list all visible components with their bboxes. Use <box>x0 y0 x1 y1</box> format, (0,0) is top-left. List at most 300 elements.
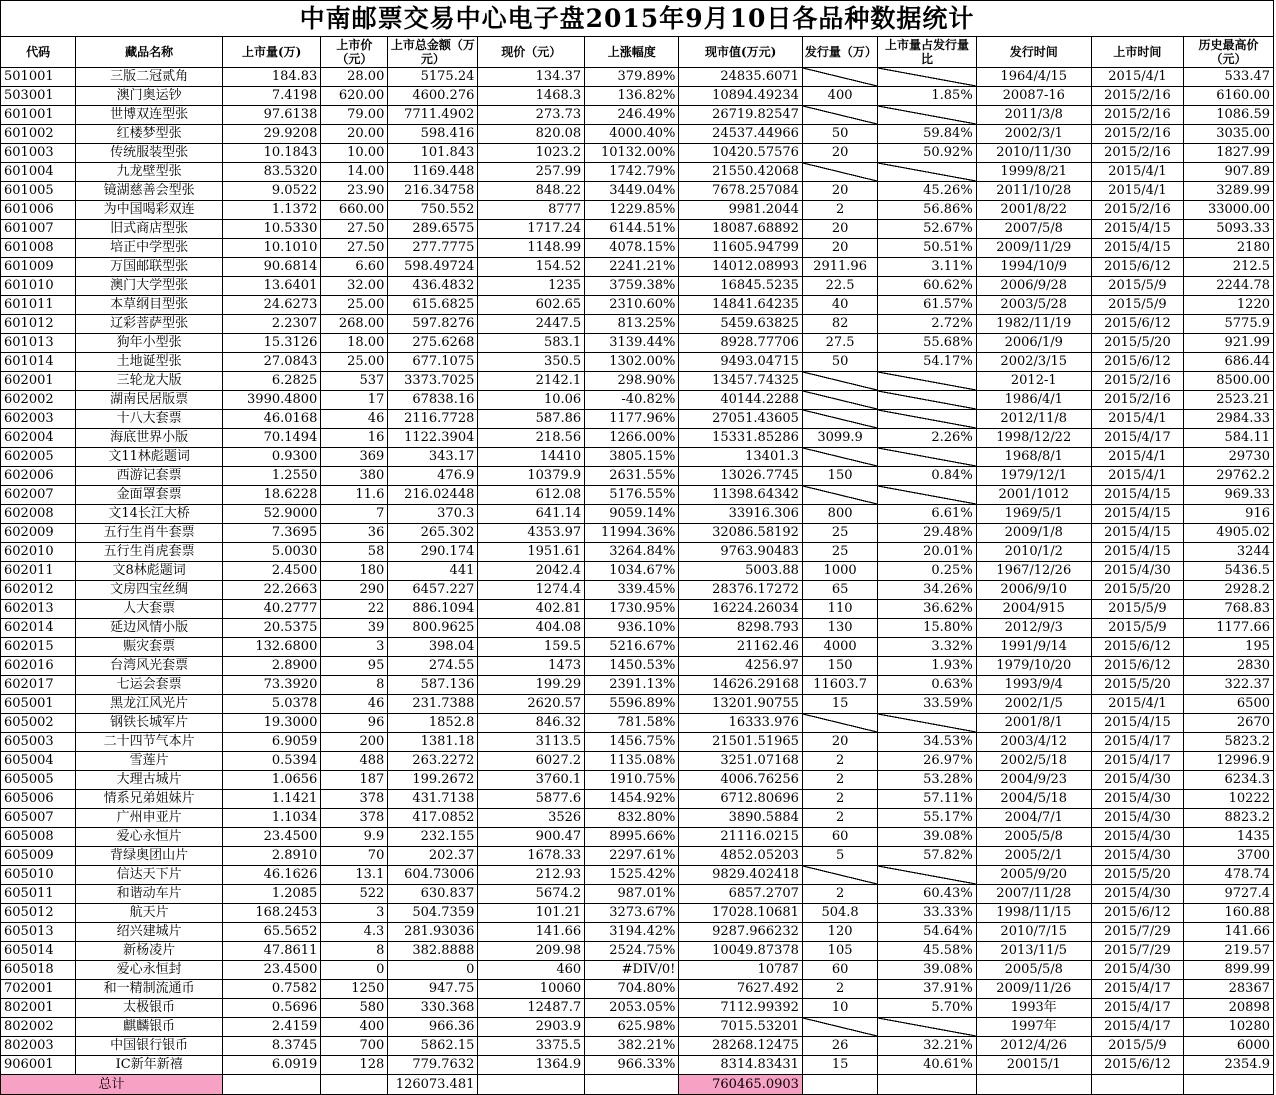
cell-rise: 5216.67% <box>585 638 679 657</box>
cell-code: 601005 <box>1 182 76 201</box>
cell-listed-date: 2015/4/15 <box>1091 543 1183 562</box>
cell-issue-qty <box>802 163 877 182</box>
cell-issue-qty: 2 <box>802 885 877 904</box>
cell-history-high: 219.57 <box>1183 942 1273 961</box>
cell-current-price: 404.08 <box>478 619 585 638</box>
cell-listed-ratio: 34.26% <box>878 581 976 600</box>
cell-listed-ratio: 40.61% <box>878 1056 976 1075</box>
cell-listed-price: 16 <box>321 429 388 448</box>
cell-history-high: 10222 <box>1183 790 1273 809</box>
cell-issue-date: 2009/11/26 <box>976 980 1091 999</box>
cell-history-high: 899.99 <box>1183 961 1273 980</box>
cell-history-high: 33000.00 <box>1183 201 1273 220</box>
cell-issue-qty: 60 <box>802 961 877 980</box>
cell-issue-qty <box>802 106 877 125</box>
cell-current-price: 1717.24 <box>478 220 585 239</box>
cell-issue-qty: 10 <box>802 999 877 1018</box>
cell-history-high: 2523.21 <box>1183 391 1273 410</box>
cell-rise: 2391.13% <box>585 676 679 695</box>
cell-listed-ratio: 2.26% <box>878 429 976 448</box>
cell-current-price: 199.29 <box>478 676 585 695</box>
cell-issue-date: 2010/7/15 <box>976 923 1091 942</box>
cell-name: 新杨凌片 <box>76 942 223 961</box>
cell-listed-total: 1169.448 <box>388 163 478 182</box>
cell-listed-ratio: 0.25% <box>878 562 976 581</box>
cell-market-value: 3251.07168 <box>679 752 803 771</box>
cell-listed-price: 36 <box>321 524 388 543</box>
cell-code: 601012 <box>1 315 76 334</box>
cell-issue-date: 1986/4/1 <box>976 391 1091 410</box>
cell-listed-qty: 73.3920 <box>222 676 320 695</box>
cell-rise: 936.10% <box>585 619 679 638</box>
cell-issue-date: 1991/9/14 <box>976 638 1091 657</box>
cell-current-price: 159.5 <box>478 638 585 657</box>
cell-listed-date: 2015/4/15 <box>1091 486 1183 505</box>
cell-code: 605002 <box>1 714 76 733</box>
cell-history-high: 2244.78 <box>1183 277 1273 296</box>
cell-listed-date: 2015/4/1 <box>1091 410 1183 429</box>
cell-listed-ratio: 15.80% <box>878 619 976 638</box>
total-market-value: 760465.0903 <box>679 1075 803 1095</box>
cell-history-high: 969.33 <box>1183 486 1273 505</box>
cell-history-high: 12996.9 <box>1183 752 1273 771</box>
cell-rise: 382.21% <box>585 1037 679 1056</box>
cell-current-price: 641.14 <box>478 505 585 524</box>
cell-listed-date: 2015/2/16 <box>1091 391 1183 410</box>
table-row <box>1 1056 1274 1075</box>
cell-history-high: 10280 <box>1183 1018 1273 1037</box>
total-empty-cell <box>585 1075 679 1095</box>
cell-rise: 1910.75% <box>585 771 679 790</box>
cell-listed-total: 630.837 <box>388 885 478 904</box>
cell-issue-date: 2004/915 <box>976 600 1091 619</box>
cell-code: 605005 <box>1 771 76 790</box>
cell-issue-qty: 150 <box>802 467 877 486</box>
cell-listed-ratio: 0.63% <box>878 676 976 695</box>
cell-issue-qty: 105 <box>802 942 877 961</box>
cell-issue-date: 2004/9/23 <box>976 771 1091 790</box>
cell-issue-date: 1979/10/20 <box>976 657 1091 676</box>
cell-listed-qty: 27.0843 <box>222 353 320 372</box>
cell-listed-total: 231.7388 <box>388 695 478 714</box>
header-code: 代码 <box>1 37 76 68</box>
cell-name: 背绿奥团山片 <box>76 847 223 866</box>
cell-listed-price: 290 <box>321 581 388 600</box>
cell-rise: 3194.42% <box>585 923 679 942</box>
cell-listed-total: 750.552 <box>388 201 478 220</box>
cell-market-value: 10420.57576 <box>679 144 803 163</box>
cell-listed-ratio: 5.70% <box>878 999 976 1018</box>
cell-listed-total: 597.8276 <box>388 315 478 334</box>
total-empty-cell <box>321 1075 388 1095</box>
cell-listed-total: 67838.16 <box>388 391 478 410</box>
header-name: 藏品名称 <box>76 37 223 68</box>
cell-listed-total: 476.9 <box>388 467 478 486</box>
header-rise: 上涨幅度 <box>585 37 679 68</box>
cell-history-high: 2928.2 <box>1183 581 1273 600</box>
cell-listed-price: 28.00 <box>321 68 388 87</box>
cell-listed-price: 17 <box>321 391 388 410</box>
cell-market-value: 24835.6071 <box>679 68 803 87</box>
cell-current-price: 1951.61 <box>478 543 585 562</box>
total-empty-cell <box>478 1075 585 1095</box>
cell-listed-price: 32.00 <box>321 277 388 296</box>
cell-listed-date: 2015/2/16 <box>1091 106 1183 125</box>
cell-listed-qty: 7.3695 <box>222 524 320 543</box>
cell-rise: 2297.61% <box>585 847 679 866</box>
cell-listed-ratio: 2.72% <box>878 315 976 334</box>
cell-issue-qty: 4000 <box>802 638 877 657</box>
cell-issue-qty: 60 <box>802 828 877 847</box>
cell-current-price: 846.32 <box>478 714 585 733</box>
cell-history-high: 6000 <box>1183 1037 1273 1056</box>
cell-rise: 379.89% <box>585 68 679 87</box>
cell-history-high: 29730 <box>1183 448 1273 467</box>
total-empty-cell <box>1183 1075 1273 1095</box>
cell-listed-date: 2015/6/12 <box>1091 638 1183 657</box>
cell-issue-date: 2011/10/28 <box>976 182 1091 201</box>
cell-rise: 3264.84% <box>585 543 679 562</box>
header-listed-total: 上市总金额（万元） <box>388 37 478 68</box>
cell-issue-qty <box>802 866 877 885</box>
cell-listed-total: 1381.18 <box>388 733 478 752</box>
cell-name: 狗年小型张 <box>76 334 223 353</box>
cell-name: 九龙壁型张 <box>76 163 223 182</box>
cell-listed-price: 700 <box>321 1037 388 1056</box>
cell-issue-date: 2012-1 <box>976 372 1091 391</box>
cell-listed-price: 79.00 <box>321 106 388 125</box>
cell-listed-date: 2015/4/1 <box>1091 448 1183 467</box>
cell-issue-date: 2001/8/1 <box>976 714 1091 733</box>
table-row <box>1 87 1274 106</box>
cell-rise: 1450.53% <box>585 657 679 676</box>
cell-name: 麒麟银币 <box>76 1018 223 1037</box>
cell-issue-qty: 40 <box>802 296 877 315</box>
cell-issue-date: 2005/2/1 <box>976 847 1091 866</box>
table-row <box>1 220 1274 239</box>
table-row <box>1 467 1274 486</box>
cell-issue-date: 2010/11/30 <box>976 144 1091 163</box>
cell-code: 602015 <box>1 638 76 657</box>
cell-current-price: 1364.9 <box>478 1056 585 1075</box>
cell-issue-qty: 50 <box>802 353 877 372</box>
cell-listed-qty: 97.6138 <box>222 106 320 125</box>
cell-listed-qty: 5.0378 <box>222 695 320 714</box>
cell-issue-date: 1993/9/4 <box>976 676 1091 695</box>
cell-listed-price: 8 <box>321 942 388 961</box>
cell-market-value: 8928.77706 <box>679 334 803 353</box>
cell-listed-total: 232.155 <box>388 828 478 847</box>
cell-listed-ratio <box>878 486 976 505</box>
cell-rise: 966.33% <box>585 1056 679 1075</box>
cell-issue-qty: 110 <box>802 600 877 619</box>
cell-market-value: 9829.402418 <box>679 866 803 885</box>
cell-code: 602010 <box>1 543 76 562</box>
cell-listed-price: 70 <box>321 847 388 866</box>
cell-listed-ratio: 37.91% <box>878 980 976 999</box>
cell-current-price: 2620.57 <box>478 695 585 714</box>
cell-issue-qty: 120 <box>802 923 877 942</box>
cell-history-high: 212.5 <box>1183 258 1273 277</box>
cell-history-high: 2830 <box>1183 657 1273 676</box>
cell-current-price: 1274.4 <box>478 581 585 600</box>
cell-listed-date: 2015/5/20 <box>1091 866 1183 885</box>
cell-listed-qty: 83.5320 <box>222 163 320 182</box>
cell-current-price: 402.81 <box>478 600 585 619</box>
cell-code: 601007 <box>1 220 76 239</box>
cell-market-value: 8314.83431 <box>679 1056 803 1075</box>
cell-listed-ratio: 20.01% <box>878 543 976 562</box>
cell-listed-price: 660.00 <box>321 201 388 220</box>
cell-name: 海底世界小版 <box>76 429 223 448</box>
cell-current-price: 2042.4 <box>478 562 585 581</box>
cell-listed-price: 268.00 <box>321 315 388 334</box>
cell-issue-qty: 20 <box>802 733 877 752</box>
cell-history-high: 6160.00 <box>1183 87 1273 106</box>
cell-issue-qty: 15 <box>802 1056 877 1075</box>
cell-rise: 1135.08% <box>585 752 679 771</box>
table-row <box>1 315 1274 334</box>
cell-listed-date: 2015/6/12 <box>1091 353 1183 372</box>
cell-listed-total: 7711.4902 <box>388 106 478 125</box>
cell-history-high: 195 <box>1183 638 1273 657</box>
cell-current-price: 5674.2 <box>478 885 585 904</box>
cell-code: 605001 <box>1 695 76 714</box>
cell-listed-total: 0 <box>388 961 478 980</box>
cell-market-value: 10894.49234 <box>679 87 803 106</box>
cell-rise: 2241.21% <box>585 258 679 277</box>
cell-current-price: 583.1 <box>478 334 585 353</box>
cell-listed-date: 2015/4/30 <box>1091 885 1183 904</box>
cell-rise: 2631.55% <box>585 467 679 486</box>
cell-issue-qty: 27.5 <box>802 334 877 353</box>
table-row <box>1 68 1274 87</box>
cell-name: 文房四宝丝绸 <box>76 581 223 600</box>
cell-current-price: 1473 <box>478 657 585 676</box>
cell-listed-total: 101.843 <box>388 144 478 163</box>
cell-listed-total: 615.6825 <box>388 296 478 315</box>
cell-history-high: 1435 <box>1183 828 1273 847</box>
cell-history-high: 1827.99 <box>1183 144 1273 163</box>
table-row <box>1 790 1274 809</box>
cell-code: 601009 <box>1 258 76 277</box>
table-row <box>1 581 1274 600</box>
cell-rise: 4000.40% <box>585 125 679 144</box>
cell-name: 传统服装型张 <box>76 144 223 163</box>
cell-code: 602003 <box>1 410 76 429</box>
cell-market-value: 4852.05203 <box>679 847 803 866</box>
cell-listed-qty: 70.1494 <box>222 429 320 448</box>
cell-rise: 704.80% <box>585 980 679 999</box>
cell-name: 和谐动车片 <box>76 885 223 904</box>
cell-current-price: 10.06 <box>478 391 585 410</box>
data-table <box>0 36 1274 1095</box>
cell-listed-total: 2116.7728 <box>388 410 478 429</box>
cell-listed-total: 417.0852 <box>388 809 478 828</box>
cell-listed-price: 95 <box>321 657 388 676</box>
cell-listed-date: 2015/5/9 <box>1091 600 1183 619</box>
table-row <box>1 125 1274 144</box>
cell-name: 钢铁长城军片 <box>76 714 223 733</box>
cell-market-value: 8298.793 <box>679 619 803 638</box>
cell-listed-qty: 2.8910 <box>222 847 320 866</box>
cell-listed-price: 378 <box>321 809 388 828</box>
cell-listed-total: 274.55 <box>388 657 478 676</box>
cell-issue-date: 1998/12/22 <box>976 429 1091 448</box>
cell-listed-ratio <box>878 106 976 125</box>
cell-rise: 5596.89% <box>585 695 679 714</box>
cell-issue-qty: 26 <box>802 1037 877 1056</box>
cell-listed-price: 369 <box>321 448 388 467</box>
cell-current-price: 900.47 <box>478 828 585 847</box>
cell-listed-ratio: 6.61% <box>878 505 976 524</box>
cell-listed-qty: 8.3745 <box>222 1037 320 1056</box>
total-empty-cell <box>1091 1075 1183 1095</box>
cell-listed-qty: 40.2777 <box>222 600 320 619</box>
cell-listed-total: 966.36 <box>388 1018 478 1037</box>
cell-issue-date: 2007/5/8 <box>976 220 1091 239</box>
table-row <box>1 1018 1274 1037</box>
cell-listed-ratio <box>878 68 976 87</box>
cell-current-price: 820.08 <box>478 125 585 144</box>
cell-listed-date: 2015/4/1 <box>1091 695 1183 714</box>
cell-listed-price: 58 <box>321 543 388 562</box>
cell-listed-total: 330.368 <box>388 999 478 1018</box>
table-row <box>1 277 1274 296</box>
cell-listed-qty: 10.1010 <box>222 239 320 258</box>
cell-listed-date: 2015/4/30 <box>1091 828 1183 847</box>
cell-listed-qty: 24.6273 <box>222 296 320 315</box>
table-row <box>1 296 1274 315</box>
cell-issue-date: 2011/3/8 <box>976 106 1091 125</box>
table-row <box>1 239 1274 258</box>
cell-market-value: 7112.99392 <box>679 999 803 1018</box>
cell-market-value: 13201.90755 <box>679 695 803 714</box>
cell-listed-ratio <box>878 714 976 733</box>
cell-name: 本草纲目型张 <box>76 296 223 315</box>
cell-name: 赈灾套票 <box>76 638 223 657</box>
cell-listed-date: 2015/2/16 <box>1091 372 1183 391</box>
cell-issue-date: 2006/9/28 <box>976 277 1091 296</box>
cell-issue-date: 2004/5/18 <box>976 790 1091 809</box>
cell-history-high: 916 <box>1183 505 1273 524</box>
cell-name: IC新年新禧 <box>76 1056 223 1075</box>
cell-issue-qty <box>802 68 877 87</box>
cell-name: 世博双连型张 <box>76 106 223 125</box>
cell-listed-qty: 22.2663 <box>222 581 320 600</box>
cell-listed-qty: 3990.4800 <box>222 391 320 410</box>
cell-issue-qty: 20 <box>802 144 877 163</box>
cell-name: 文14长江大桥 <box>76 505 223 524</box>
cell-history-high: 5436.5 <box>1183 562 1273 581</box>
cell-rise: 6144.51% <box>585 220 679 239</box>
cell-market-value: 5459.63825 <box>679 315 803 334</box>
cell-listed-date: 2015/4/1 <box>1091 467 1183 486</box>
cell-listed-date: 2015/2/16 <box>1091 125 1183 144</box>
cell-issue-date: 2005/9/20 <box>976 866 1091 885</box>
cell-history-high: 28367 <box>1183 980 1273 999</box>
cell-history-high: 20898 <box>1183 999 1273 1018</box>
cell-issue-date: 1964/4/15 <box>976 68 1091 87</box>
cell-listed-qty: 2.4159 <box>222 1018 320 1037</box>
cell-current-price: 273.73 <box>478 106 585 125</box>
cell-name: 爱心永恒片 <box>76 828 223 847</box>
cell-listed-date: 2015/5/9 <box>1091 277 1183 296</box>
cell-listed-total: 263.2272 <box>388 752 478 771</box>
cell-listed-date: 2015/6/12 <box>1091 904 1183 923</box>
cell-listed-ratio: 60.62% <box>878 277 976 296</box>
cell-listed-ratio <box>878 410 976 429</box>
cell-listed-qty: 46.0168 <box>222 410 320 429</box>
cell-listed-price: 13.1 <box>321 866 388 885</box>
cell-listed-ratio <box>878 866 976 885</box>
cell-history-high: 1086.59 <box>1183 106 1273 125</box>
cell-listed-ratio: 55.68% <box>878 334 976 353</box>
cell-name: 辽彩菩萨型张 <box>76 315 223 334</box>
cell-issue-qty <box>802 486 877 505</box>
cell-issue-date: 2007/11/28 <box>976 885 1091 904</box>
cell-market-value: 7015.53201 <box>679 1018 803 1037</box>
cell-listed-ratio: 54.64% <box>878 923 976 942</box>
cell-code: 605012 <box>1 904 76 923</box>
cell-listed-total: 370.3 <box>388 505 478 524</box>
cell-history-high: 584.11 <box>1183 429 1273 448</box>
cell-listed-total: 265.302 <box>388 524 478 543</box>
cell-rise: 3449.04% <box>585 182 679 201</box>
total-empty-cell <box>976 1075 1091 1095</box>
cell-issue-date: 2006/9/10 <box>976 581 1091 600</box>
cell-listed-date: 2015/4/15 <box>1091 505 1183 524</box>
cell-code: 802003 <box>1 1037 76 1056</box>
cell-name: 镜湖慈善会型张 <box>76 182 223 201</box>
cell-market-value: 40144.2288 <box>679 391 803 410</box>
cell-current-price: 1468.3 <box>478 87 585 106</box>
cell-listed-ratio: 53.28% <box>878 771 976 790</box>
cell-market-value: 7627.492 <box>679 980 803 999</box>
cell-issue-date: 2003/5/28 <box>976 296 1091 315</box>
cell-code: 602006 <box>1 467 76 486</box>
cell-listed-qty: 6.0919 <box>222 1056 320 1075</box>
cell-history-high: 3289.99 <box>1183 182 1273 201</box>
cell-listed-ratio <box>878 1018 976 1037</box>
table-row <box>1 695 1274 714</box>
cell-code: 602004 <box>1 429 76 448</box>
cell-current-price: 6027.2 <box>478 752 585 771</box>
table-row <box>1 258 1274 277</box>
cell-market-value: 16333.976 <box>679 714 803 733</box>
cell-rise: 781.58% <box>585 714 679 733</box>
cell-history-high: 5823.2 <box>1183 733 1273 752</box>
cell-code: 602017 <box>1 676 76 695</box>
cell-listed-qty: 132.6800 <box>222 638 320 657</box>
cell-listed-price: 8 <box>321 676 388 695</box>
header-row <box>1 37 1274 68</box>
cell-history-high: 6500 <box>1183 695 1273 714</box>
cell-listed-date: 2015/6/12 <box>1091 258 1183 277</box>
cell-name: 雪莲片 <box>76 752 223 771</box>
cell-name: 和一精制流通币 <box>76 980 223 999</box>
cell-code: 605004 <box>1 752 76 771</box>
cell-listed-ratio: 59.84% <box>878 125 976 144</box>
header-listed-qty: 上市量(万) <box>222 37 320 68</box>
cell-code: 601006 <box>1 201 76 220</box>
cell-current-price: 2447.5 <box>478 315 585 334</box>
cell-current-price: 602.65 <box>478 296 585 315</box>
cell-history-high: 29762.2 <box>1183 467 1273 486</box>
cell-name: 情系兄弟姐妹片 <box>76 790 223 809</box>
cell-name: 万国邮联型张 <box>76 258 223 277</box>
cell-market-value: 7678.257084 <box>679 182 803 201</box>
